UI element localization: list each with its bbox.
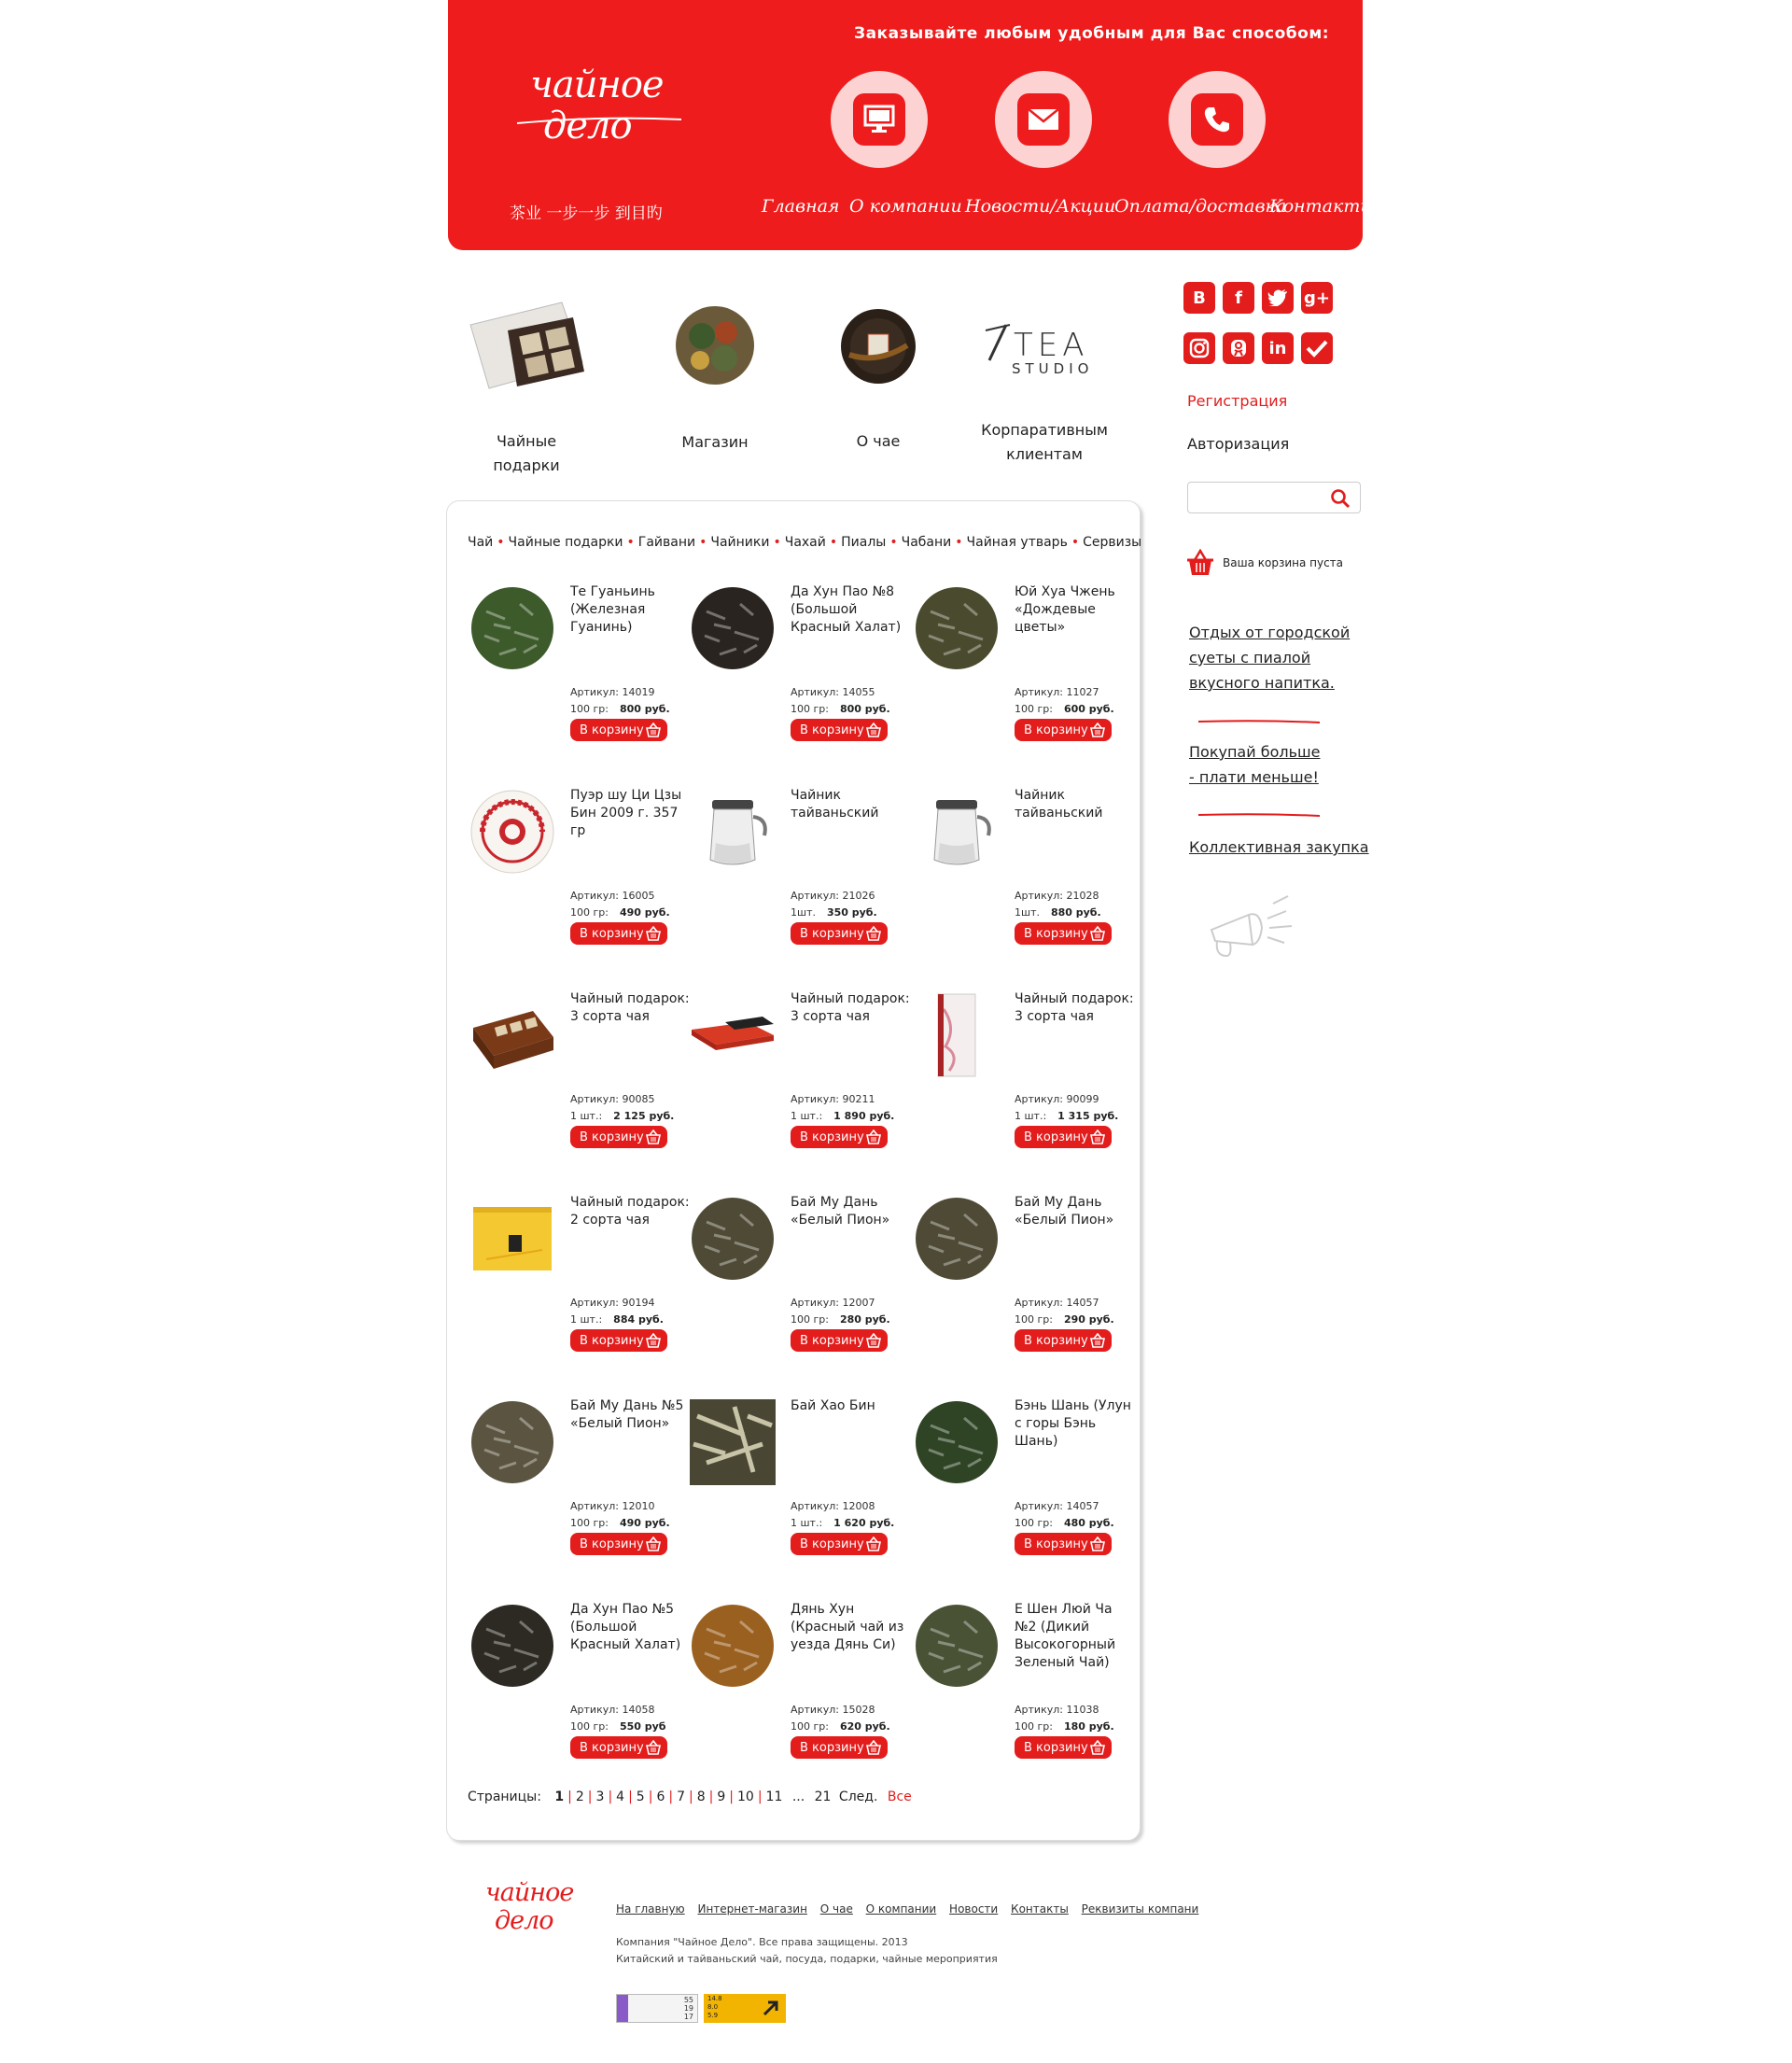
product-card	[688, 1601, 912, 1778]
search-box	[1187, 482, 1361, 513]
page-link[interactable]: 9	[717, 1789, 726, 1804]
breadcrumb-gaiwan[interactable]: Гайвани	[637, 535, 696, 550]
product-price	[1015, 1110, 1118, 1122]
promo-divider	[1198, 812, 1320, 818]
product-unit: 1шт.	[791, 906, 816, 919]
footer-logo-text-bottom: дело	[495, 1906, 553, 1935]
order-online-button[interactable]	[831, 71, 928, 168]
product-card	[468, 1194, 692, 1371]
tea-studio-subtitle: STUDIO	[1012, 360, 1094, 377]
product-sku: Артикул: 21028	[1015, 890, 1099, 902]
add-to-cart-button[interactable]	[791, 922, 888, 945]
nav-contacts[interactable]: Контакты	[1269, 196, 1375, 217]
breadcrumb-gifts[interactable]: Чайные подарки	[508, 535, 623, 550]
product-card	[468, 583, 692, 761]
product-price-value: 880 руб.	[1050, 906, 1101, 919]
cart-status-text: Ваша корзина пуста	[1223, 556, 1344, 569]
product-sku: Артикул: 14058	[570, 1704, 655, 1716]
product-card	[688, 583, 912, 761]
product-sku: Артикул: 12008	[791, 1500, 875, 1512]
product-price-value: 550 руб	[619, 1720, 666, 1733]
add-to-cart-button[interactable]	[570, 1533, 667, 1555]
product-unit: 1 шт.:	[570, 1313, 603, 1326]
search-icon[interactable]	[1330, 488, 1351, 509]
product-image[interactable]	[688, 1601, 777, 1691]
promo-link-group-buy[interactable]: Коллективная закупка	[1189, 838, 1369, 856]
product-unit: 1 шт.:	[791, 1517, 823, 1529]
page-link[interactable]: 11	[765, 1789, 783, 1804]
add-to-cart-button[interactable]	[791, 1329, 888, 1352]
product-card	[688, 1397, 912, 1575]
product-price	[791, 906, 877, 919]
product-card	[688, 1194, 912, 1371]
arrow-up-right-icon	[762, 1999, 780, 2017]
add-to-cart-button[interactable]	[1015, 719, 1112, 741]
pagination-ellipsis: ...	[791, 1789, 805, 1804]
add-to-cart-label: В корзину	[580, 1537, 644, 1551]
breadcrumb: Чай • Чайные подарки • Гайвани • Чайники • Чахай • Пиалы • Чабани • Чайная утварь • Сервизы	[468, 535, 1142, 550]
counter-stripe	[617, 1995, 628, 2022]
product-unit: 100 гр:	[570, 906, 609, 919]
product-sku: Артикул: 16005	[570, 890, 655, 902]
product-card	[912, 1601, 1136, 1778]
product-image[interactable]	[912, 583, 1001, 673]
breadcrumb-teapots[interactable]: Чайники	[710, 535, 770, 550]
product-unit: 100 гр:	[570, 1720, 609, 1733]
product-price	[570, 1110, 674, 1122]
logo-text-bottom: дело	[543, 105, 632, 147]
product-price-value: 490 руб.	[619, 906, 670, 919]
product-sku: Артикул: 15028	[791, 1704, 875, 1716]
product-price	[570, 703, 670, 715]
basket-icon	[1185, 549, 1215, 577]
product-image[interactable]	[688, 1194, 777, 1284]
product-price-value: 2 125 руб.	[613, 1110, 675, 1122]
product-card	[912, 990, 1136, 1168]
footer-link-news[interactable]: Новости	[949, 1902, 999, 1916]
product-unit: 1 шт.:	[1015, 1110, 1047, 1122]
breadcrumb-trays[interactable]: Чабани	[901, 535, 952, 550]
page-link[interactable]: 5	[636, 1789, 645, 1804]
product-name[interactable]: Е Шен Люй Ча №2 (Дикий Высокогорный Зеленый Чай)	[1015, 1602, 1116, 1670]
add-to-cart-button[interactable]	[570, 1736, 667, 1759]
add-to-cart-label: В корзину	[1024, 1130, 1088, 1144]
add-to-cart-label: В корзину	[580, 723, 644, 737]
category-shop-label[interactable]: Магазин	[681, 433, 749, 451]
product-sku: Артикул: 14055	[791, 686, 875, 698]
product-image[interactable]	[912, 1601, 1001, 1691]
product-sku: Артикул: 21026	[791, 890, 875, 902]
add-to-cart-label: В корзину	[1024, 1740, 1088, 1755]
login-link[interactable]: Авторизация	[1187, 435, 1290, 453]
product-image[interactable]	[468, 583, 557, 673]
linkedin-icon[interactable]: in	[1262, 332, 1294, 364]
product-name[interactable]: Чайный подарок: 3 сорта чая	[791, 991, 910, 1024]
product-name[interactable]: Чайник тайваньский	[791, 788, 879, 821]
nav-home[interactable]: Главная	[762, 196, 840, 217]
product-price-value: 180 руб.	[1063, 1720, 1114, 1733]
computer-icon	[853, 93, 905, 146]
product-sku: Артикул: 14019	[570, 686, 655, 698]
product-image[interactable]	[688, 583, 777, 673]
product-price-value: 884 руб.	[613, 1313, 664, 1326]
add-to-cart-button[interactable]	[570, 1126, 667, 1148]
product-image[interactable]	[468, 1397, 557, 1487]
facebook-icon[interactable]: f	[1223, 282, 1254, 314]
site-header	[448, 0, 1375, 250]
product-name[interactable]: Бай Хао Бин	[791, 1398, 875, 1413]
envelope-icon	[1017, 93, 1070, 146]
product-card	[468, 990, 692, 1168]
category-gifts-label[interactable]: Чайные подарки	[493, 432, 560, 474]
product-name[interactable]: Бэнь Шань (Улун с горы Бэнь Шань)	[1015, 1398, 1131, 1449]
add-to-cart-label: В корзину	[1024, 1333, 1088, 1348]
page-link[interactable]: 7	[677, 1789, 685, 1804]
product-price-value: 1 620 руб.	[833, 1517, 895, 1529]
product-sku: Артикул: 12010	[570, 1500, 655, 1512]
product-card	[688, 787, 912, 964]
category-about-tea-image[interactable]	[840, 308, 917, 388]
page-link-last[interactable]: 21	[814, 1789, 832, 1804]
product-name[interactable]: Чайный подарок: 2 сорта чая	[570, 1195, 690, 1228]
product-card	[912, 1397, 1136, 1575]
breadcrumb-tea[interactable]: Чай	[468, 535, 494, 550]
logo-text-top: чайное	[530, 63, 664, 106]
order-phone-button[interactable]	[1169, 71, 1266, 168]
add-to-cart-label: В корзину	[1024, 926, 1088, 941]
add-to-cart-button[interactable]	[1015, 922, 1112, 945]
header-slogan: 茶业 一步一步 到目旳	[510, 204, 663, 223]
product-name[interactable]: Бай Му Дань «Белый Пион»	[1015, 1195, 1114, 1228]
tea-studio-logo	[984, 321, 1105, 377]
add-to-cart-button[interactable]	[1015, 1329, 1112, 1352]
add-to-cart-button[interactable]	[791, 1533, 888, 1555]
visit-counter-badge[interactable]	[616, 1994, 698, 2023]
product-name[interactable]: Чайный подарок: 3 сорта чая	[1015, 991, 1134, 1024]
counter-value: 17	[683, 2013, 693, 2021]
footer-link-home[interactable]: На главную	[616, 1902, 685, 1916]
product-unit: 100 гр:	[1015, 1720, 1053, 1733]
add-to-cart-label: В корзину	[580, 1333, 644, 1348]
search-input[interactable]	[1194, 483, 1324, 511]
product-image[interactable]	[912, 990, 1001, 1080]
product-name[interactable]: Да Хун Пао №5 (Большой Красный Халат)	[570, 1602, 681, 1652]
page-link[interactable]: 3	[595, 1789, 605, 1804]
pagination: Страницы: 1 | 2 | 3 | 4 | 5 | 6 | 7 | 8 | 9 | 10 | 11 ... 21 След. Все	[468, 1789, 912, 1804]
add-to-cart-label: В корзину	[580, 1130, 644, 1144]
megaphone-icon	[1202, 891, 1323, 965]
product-name[interactable]: Бай Му Дань «Белый Пион»	[791, 1195, 890, 1228]
product-unit: 1 шт.:	[570, 1110, 603, 1122]
promo-link-relax[interactable]: Отдых от городской суеты с пиалой вкусного напитка.	[1189, 624, 1351, 692]
product-price-value: 1 315 руб.	[1057, 1110, 1119, 1122]
product-price	[570, 1720, 666, 1733]
category-about-tea-label[interactable]: О чае	[856, 432, 901, 450]
product-image[interactable]	[468, 1601, 557, 1691]
promo-divider	[1198, 719, 1320, 724]
counter-value: 19	[683, 2004, 693, 2013]
product-image[interactable]	[912, 787, 1001, 877]
product-price-value: 600 руб.	[1063, 703, 1114, 715]
product-card	[468, 1601, 692, 1778]
product-unit: 1 шт.:	[791, 1110, 823, 1122]
product-image[interactable]	[468, 787, 557, 877]
add-to-cart-label: В корзину	[800, 1537, 864, 1551]
add-to-cart-button[interactable]	[570, 719, 667, 741]
product-sku: Артикул: 90211	[791, 1093, 875, 1105]
product-sku: Артикул: 12007	[791, 1297, 875, 1309]
footer-links	[616, 1902, 1208, 1916]
product-price-value: 350 руб.	[826, 906, 877, 919]
product-sku: Артикул: 11027	[1015, 686, 1099, 698]
product-price-value: 1 890 руб.	[833, 1110, 895, 1122]
product-price-value: 480 руб.	[1063, 1517, 1114, 1529]
add-to-cart-label: В корзину	[800, 1740, 864, 1755]
product-sku: Артикул: 90099	[1015, 1093, 1099, 1105]
product-price-value: 290 руб.	[1063, 1313, 1114, 1326]
product-image[interactable]	[912, 1397, 1001, 1487]
product-name[interactable]: Чайный подарок: 3 сорта чая	[570, 991, 690, 1024]
product-unit: 100 гр:	[570, 703, 609, 715]
product-price	[570, 1313, 664, 1326]
odnoklassniki-icon[interactable]	[1223, 332, 1254, 364]
gift-box-image	[461, 297, 588, 398]
product-name[interactable]: Да Хун Пао №8 (Большой Красный Халат)	[791, 584, 902, 635]
pu-erh-cake-image	[840, 308, 917, 385]
breadcrumb-cups[interactable]: Пиалы	[841, 535, 887, 550]
product-unit: 100 гр:	[570, 1517, 609, 1529]
add-to-cart-label: В корзину	[580, 926, 644, 941]
add-to-cart-button[interactable]	[791, 1126, 888, 1148]
add-to-cart-button[interactable]	[570, 922, 667, 945]
add-to-cart-button[interactable]	[791, 1736, 888, 1759]
product-name[interactable]: Чайник тайваньский	[1015, 788, 1103, 821]
google-plus-icon[interactable]: g+	[1301, 282, 1333, 314]
footer-copyright: Компания "Чайное Дело". Все права защищены. 2013	[616, 1936, 908, 1948]
phone-icon	[1191, 93, 1243, 146]
add-to-cart-button[interactable]	[1015, 1533, 1112, 1555]
nav-payment-delivery[interactable]: Оплата/доставка	[1114, 196, 1287, 217]
product-card	[912, 1194, 1136, 1371]
instagram-icon[interactable]	[1183, 332, 1215, 364]
product-price	[1015, 1720, 1114, 1733]
product-price	[791, 1517, 894, 1529]
product-sku: Артикул: 14057	[1015, 1297, 1099, 1309]
product-sku: Артикул: 90085	[570, 1093, 655, 1105]
add-to-cart-button[interactable]	[1015, 1126, 1112, 1148]
page-link[interactable]: 8	[696, 1789, 706, 1804]
product-image[interactable]	[468, 990, 557, 1080]
page-link[interactable]: 6	[656, 1789, 665, 1804]
product-price	[791, 1720, 890, 1733]
product-price	[791, 1110, 894, 1122]
promo-link-buy-more[interactable]: Покупай больше - плати меньше!	[1189, 743, 1321, 786]
product-price	[570, 906, 670, 919]
vk-icon[interactable]: B	[1183, 282, 1215, 314]
add-to-cart-label: В корзину	[800, 926, 864, 941]
page-all-link[interactable]: Все	[887, 1789, 912, 1804]
twitter-icon[interactable]	[1262, 282, 1294, 314]
counter-value: 14.8	[707, 1995, 722, 2002]
stats-counter-badge[interactable]	[704, 1994, 786, 2023]
product-name[interactable]: Юй Хуа Чжень «Дождевые цветы»	[1015, 584, 1115, 635]
product-image[interactable]	[468, 1194, 557, 1284]
check-icon[interactable]	[1301, 332, 1333, 364]
page-link-current[interactable]: 1	[554, 1789, 565, 1804]
product-card	[468, 787, 692, 964]
counter-value: 5.9	[707, 2012, 719, 2019]
footer-description: Китайский и тайваньский чай, посуда, подарки, чайные мероприятия	[616, 1953, 998, 1965]
footer-logo[interactable]	[470, 1878, 592, 1953]
product-unit: 100 гр:	[791, 703, 829, 715]
catalog-panel	[446, 500, 1141, 1841]
product-name[interactable]: Те Гуаньинь (Железная Гуанинь)	[570, 584, 655, 635]
tea-studio-mark-icon	[984, 321, 1012, 364]
product-price-value: 800 руб.	[619, 703, 670, 715]
page-link[interactable]: 2	[575, 1789, 584, 1804]
add-to-cart-label: В корзину	[1024, 723, 1088, 737]
footer-logo-text-top: чайное	[485, 1878, 574, 1907]
order-methods-title: Заказывайте любым удобным для Вас способом:	[854, 24, 1330, 43]
product-price	[1015, 1517, 1114, 1529]
counter-value: 55	[683, 1996, 693, 2004]
product-price-value: 490 руб.	[619, 1517, 670, 1529]
tea-studio-title: TEA	[1014, 327, 1089, 364]
breadcrumb-chahai[interactable]: Чахай	[784, 535, 826, 550]
product-price-value: 280 руб.	[839, 1313, 890, 1326]
product-price-value: 620 руб.	[839, 1720, 890, 1733]
tea-leaves-image	[674, 304, 756, 386]
product-card	[688, 990, 912, 1168]
add-to-cart-button[interactable]	[570, 1329, 667, 1352]
breadcrumb-utensils[interactable]: Чайная утварь	[966, 535, 1068, 550]
product-price	[1015, 906, 1101, 919]
page-link[interactable]: 10	[737, 1789, 754, 1804]
product-sku: Артикул: 14057	[1015, 1500, 1099, 1512]
product-name[interactable]: Бай Му Дань №5 «Белый Пион»	[570, 1398, 684, 1431]
add-to-cart-label: В корзину	[800, 1333, 864, 1348]
add-to-cart-label: В корзину	[800, 723, 864, 737]
add-to-cart-button[interactable]	[791, 719, 888, 741]
product-unit: 100 гр:	[1015, 1313, 1053, 1326]
footer-link-about-company[interactable]: О компании	[865, 1902, 937, 1916]
product-price-value: 800 руб.	[839, 703, 890, 715]
category-shop-image[interactable]	[674, 304, 756, 390]
product-sku: Артикул: 11038	[1015, 1704, 1099, 1716]
product-name[interactable]: Пуэр шу Ци Цзы Бин 2009 г. 357 гр	[570, 788, 682, 838]
product-name[interactable]: Дянь Хун (Красный чай из уезда Дянь Си)	[791, 1602, 904, 1652]
footer-link-shop[interactable]: Интернет-магазин	[697, 1902, 807, 1916]
product-price	[570, 1517, 670, 1529]
counter-value: 8.0	[707, 2003, 719, 2011]
product-image[interactable]	[688, 990, 777, 1080]
add-to-cart-label: В корзину	[580, 1740, 644, 1755]
product-image[interactable]	[688, 1397, 777, 1487]
breadcrumb-sets[interactable]: Сервизы	[1083, 535, 1142, 550]
product-card	[468, 1397, 692, 1575]
add-to-cart-label: В корзину	[1024, 1537, 1088, 1551]
footer-link-contacts[interactable]: Контакты	[1011, 1902, 1069, 1916]
product-price	[1015, 1313, 1114, 1326]
product-price	[791, 703, 890, 715]
product-unit: 100 гр:	[791, 1313, 829, 1326]
add-to-cart-label: В корзину	[800, 1130, 864, 1144]
footer-link-requisites[interactable]: Реквизиты компани	[1081, 1902, 1199, 1916]
product-price	[1015, 703, 1114, 715]
category-gifts-image[interactable]	[461, 297, 588, 401]
register-link[interactable]: Регистрация	[1187, 392, 1288, 410]
category-corporate-label[interactable]: Корпаративным клиентам	[981, 421, 1108, 463]
product-unit: 100 гр:	[791, 1720, 829, 1733]
product-unit: 100 гр:	[1015, 703, 1053, 715]
product-image[interactable]	[688, 787, 777, 877]
cart-widget[interactable]	[1185, 549, 1343, 577]
product-card	[912, 787, 1136, 964]
footer-link-about-tea[interactable]: О чае	[819, 1902, 853, 1916]
order-email-button[interactable]	[995, 71, 1092, 168]
add-to-cart-button[interactable]	[1015, 1736, 1112, 1759]
product-image[interactable]	[912, 1194, 1001, 1284]
product-sku: Артикул: 90194	[570, 1297, 655, 1309]
product-unit: 1шт.	[1015, 906, 1040, 919]
nav-about[interactable]: О компании	[849, 196, 962, 217]
nav-news[interactable]: Новости/Акции	[965, 196, 1116, 217]
page-link[interactable]: 4	[616, 1789, 625, 1804]
product-card	[912, 583, 1136, 761]
pagination-label: Страницы:	[468, 1789, 541, 1804]
product-price	[791, 1313, 890, 1326]
page-next-link[interactable]: След.	[838, 1789, 878, 1804]
product-unit: 100 гр:	[1015, 1517, 1053, 1529]
site-logo[interactable]	[506, 56, 693, 168]
category-corporate-image[interactable]	[984, 321, 1105, 377]
